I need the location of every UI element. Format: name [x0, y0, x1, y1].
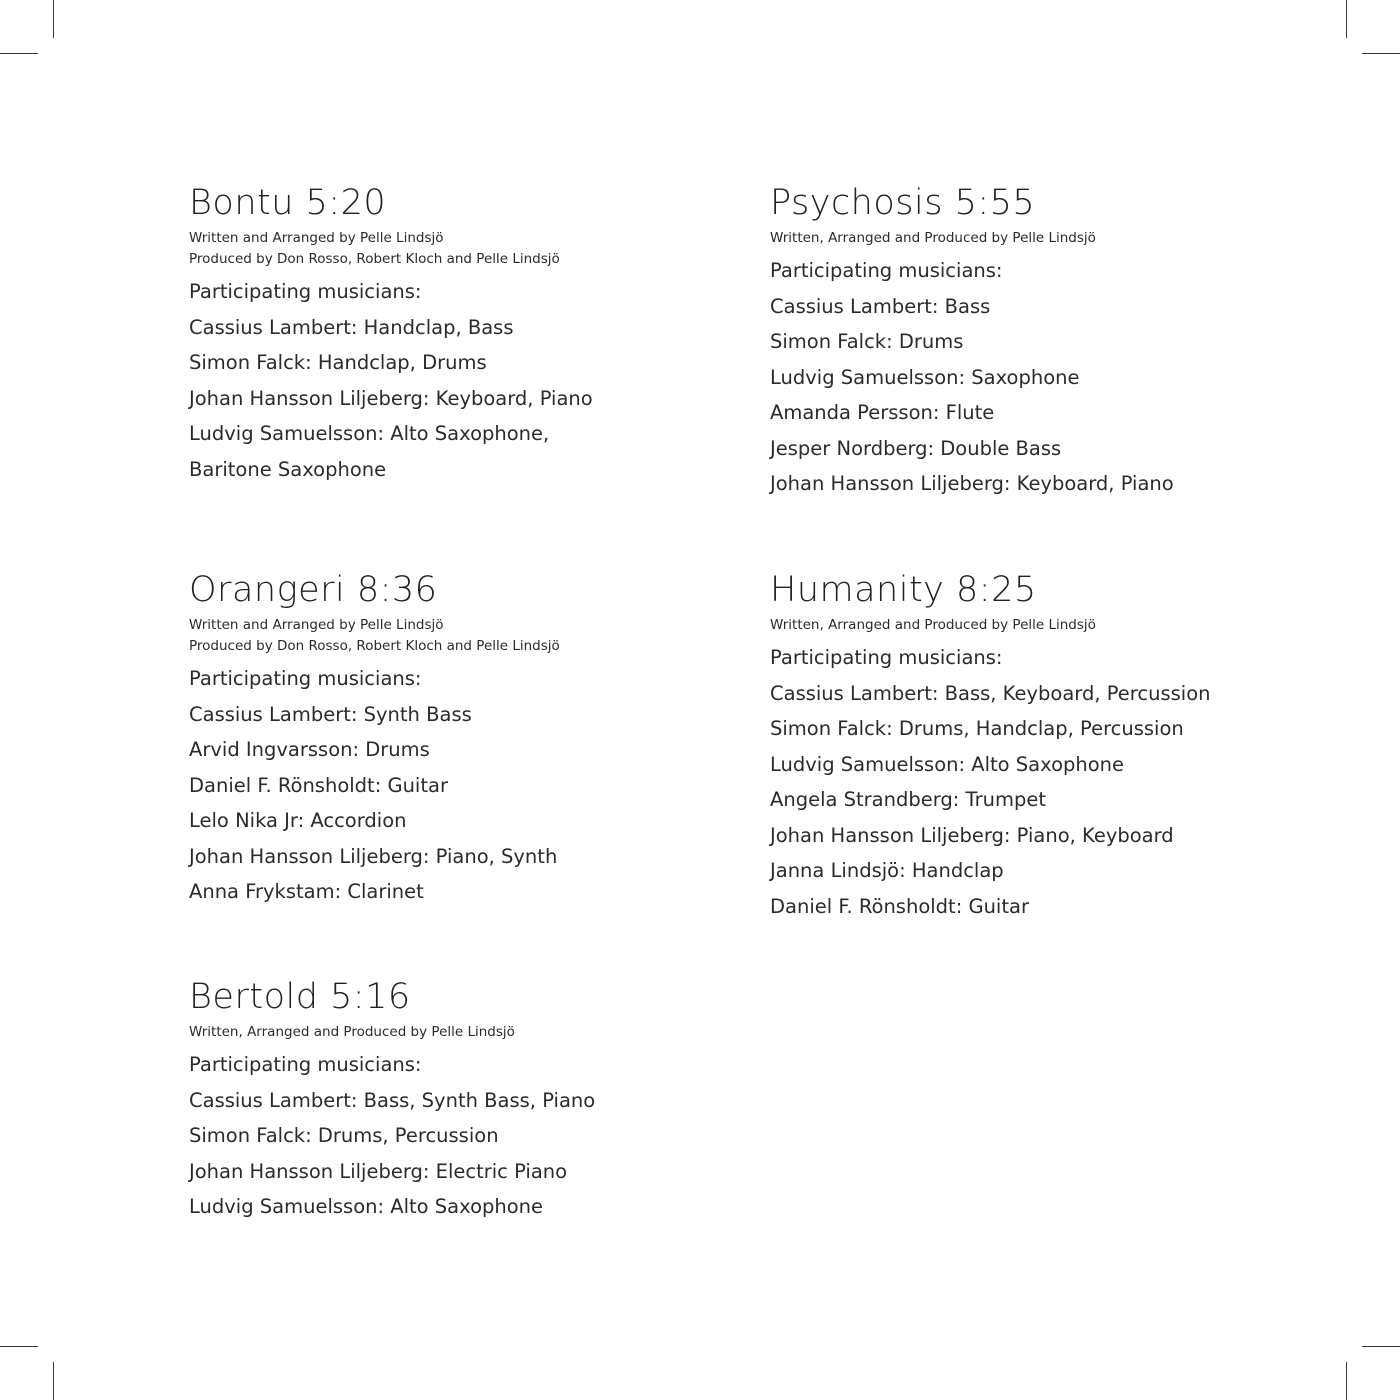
musicians-list	[770, 253, 1330, 502]
musicians-heading: Participating musicians:	[189, 667, 422, 690]
crop-mark-bottom-right-horizontal	[1362, 1346, 1400, 1347]
musician-line: Lelo Nika Jr: Accordion	[189, 809, 407, 832]
musician-line: Janna Lindsjö: Handclap	[770, 859, 1004, 882]
track-humanity	[770, 568, 1330, 924]
crop-mark-bottom-right-vertical	[1346, 1362, 1347, 1400]
musicians-heading: Participating musicians:	[770, 646, 1003, 669]
musician-line: Johan Hansson Liljeberg: Piano, Keyboard	[770, 823, 1174, 847]
musician-line: Cassius Lambert: Bass, Keyboard, Percussion	[770, 681, 1211, 705]
track-credits	[189, 228, 749, 270]
track-orangeri	[189, 568, 749, 910]
musician-line: Cassius Lambert: Synth Bass	[189, 702, 472, 726]
credit-line: Written, Arranged and Produced by Pelle Lindsjö	[770, 617, 1096, 633]
credit-line: Written and Arranged by Pelle Lindsjö	[189, 617, 444, 633]
musician-line: Angela Strandberg: Trumpet	[770, 788, 1046, 811]
track-credits	[770, 615, 1330, 636]
track-title: Psychosis 5:55	[770, 183, 1036, 223]
crop-mark-top-left-horizontal	[0, 53, 38, 54]
musician-line: Simon Falck: Drums	[770, 330, 964, 353]
musician-line: Johan Hansson Liljeberg: Keyboard, Piano	[770, 472, 1174, 495]
crop-mark-top-right-vertical	[1346, 0, 1347, 38]
musician-line: Johan Hansson Liljeberg: Piano, Synth	[189, 844, 558, 868]
musicians-list	[189, 1047, 749, 1225]
musician-line: Johan Hansson Liljeberg: Electric Piano	[189, 1159, 568, 1183]
crop-mark-top-left-vertical	[53, 0, 54, 38]
credit-line: Produced by Don Rosso, Robert Kloch and Pelle Lindsjö	[189, 251, 560, 267]
musician-line: Amanda Persson: Flute	[770, 401, 995, 424]
musicians-heading: Participating musicians:	[189, 1053, 422, 1076]
musician-line: Simon Falck: Handclap, Drums	[189, 351, 487, 374]
track-credits	[189, 1022, 749, 1043]
musician-line: Simon Falck: Drums, Handclap, Percussion	[770, 717, 1184, 740]
crop-mark-bottom-left-horizontal	[0, 1346, 38, 1347]
musician-line: Anna Frykstam: Clarinet	[189, 880, 424, 903]
musician-line: Ludvig Samuelsson: Alto Saxophone	[189, 1195, 544, 1218]
musician-line: Daniel F. Rönsholdt: Guitar	[189, 773, 448, 797]
track-title: Orangeri 8:36	[189, 570, 438, 610]
musician-line: Cassius Lambert: Bass, Synth Bass, Piano	[189, 1088, 596, 1112]
musician-line: Cassius Lambert: Handclap, Bass	[189, 315, 514, 339]
musicians-heading: Participating musicians:	[189, 280, 422, 303]
crop-mark-top-right-horizontal	[1362, 53, 1400, 54]
track-bontu	[189, 181, 749, 487]
credit-line: Produced by Don Rosso, Robert Kloch and Pelle Lindsjö	[189, 638, 560, 654]
track-credits	[189, 615, 749, 657]
track-title: Bontu 5:20	[189, 183, 387, 223]
track-psychosis	[770, 181, 1330, 502]
musician-line: Jesper Nordberg: Double Bass	[770, 436, 1062, 460]
credit-line: Written, Arranged and Produced by Pelle Lindsjö	[770, 230, 1096, 246]
crop-mark-bottom-left-vertical	[53, 1362, 54, 1400]
track-credits	[770, 228, 1330, 249]
musician-line: Ludvig Samuelsson: Alto Saxophone	[770, 752, 1125, 776]
track-title: Humanity 8:25	[770, 570, 1037, 610]
track-title: Bertold 5:16	[189, 977, 411, 1017]
musician-line: Ludvig Samuelsson: Alto Saxophone,	[189, 422, 550, 445]
musician-line: Baritone Saxophone	[189, 457, 387, 481]
musician-line: Simon Falck: Drums, Percussion	[189, 1124, 499, 1147]
credit-line: Written and Arranged by Pelle Lindsjö	[189, 230, 444, 246]
musician-line: Arvid Ingvarsson: Drums	[189, 738, 430, 761]
track-bertold	[189, 975, 749, 1225]
musician-line: Johan Hansson Liljeberg: Keyboard, Piano	[189, 386, 593, 410]
musician-line: Daniel F. Rönsholdt: Guitar	[770, 894, 1029, 918]
musicians-list	[189, 661, 749, 910]
musicians-list	[189, 274, 749, 487]
musicians-list	[770, 640, 1330, 924]
musician-line: Cassius Lambert: Bass	[770, 294, 991, 318]
musicians-heading: Participating musicians:	[770, 259, 1003, 282]
musician-line: Ludvig Samuelsson: Saxophone	[770, 365, 1080, 389]
credit-line: Written, Arranged and Produced by Pelle Lindsjö	[189, 1024, 515, 1040]
